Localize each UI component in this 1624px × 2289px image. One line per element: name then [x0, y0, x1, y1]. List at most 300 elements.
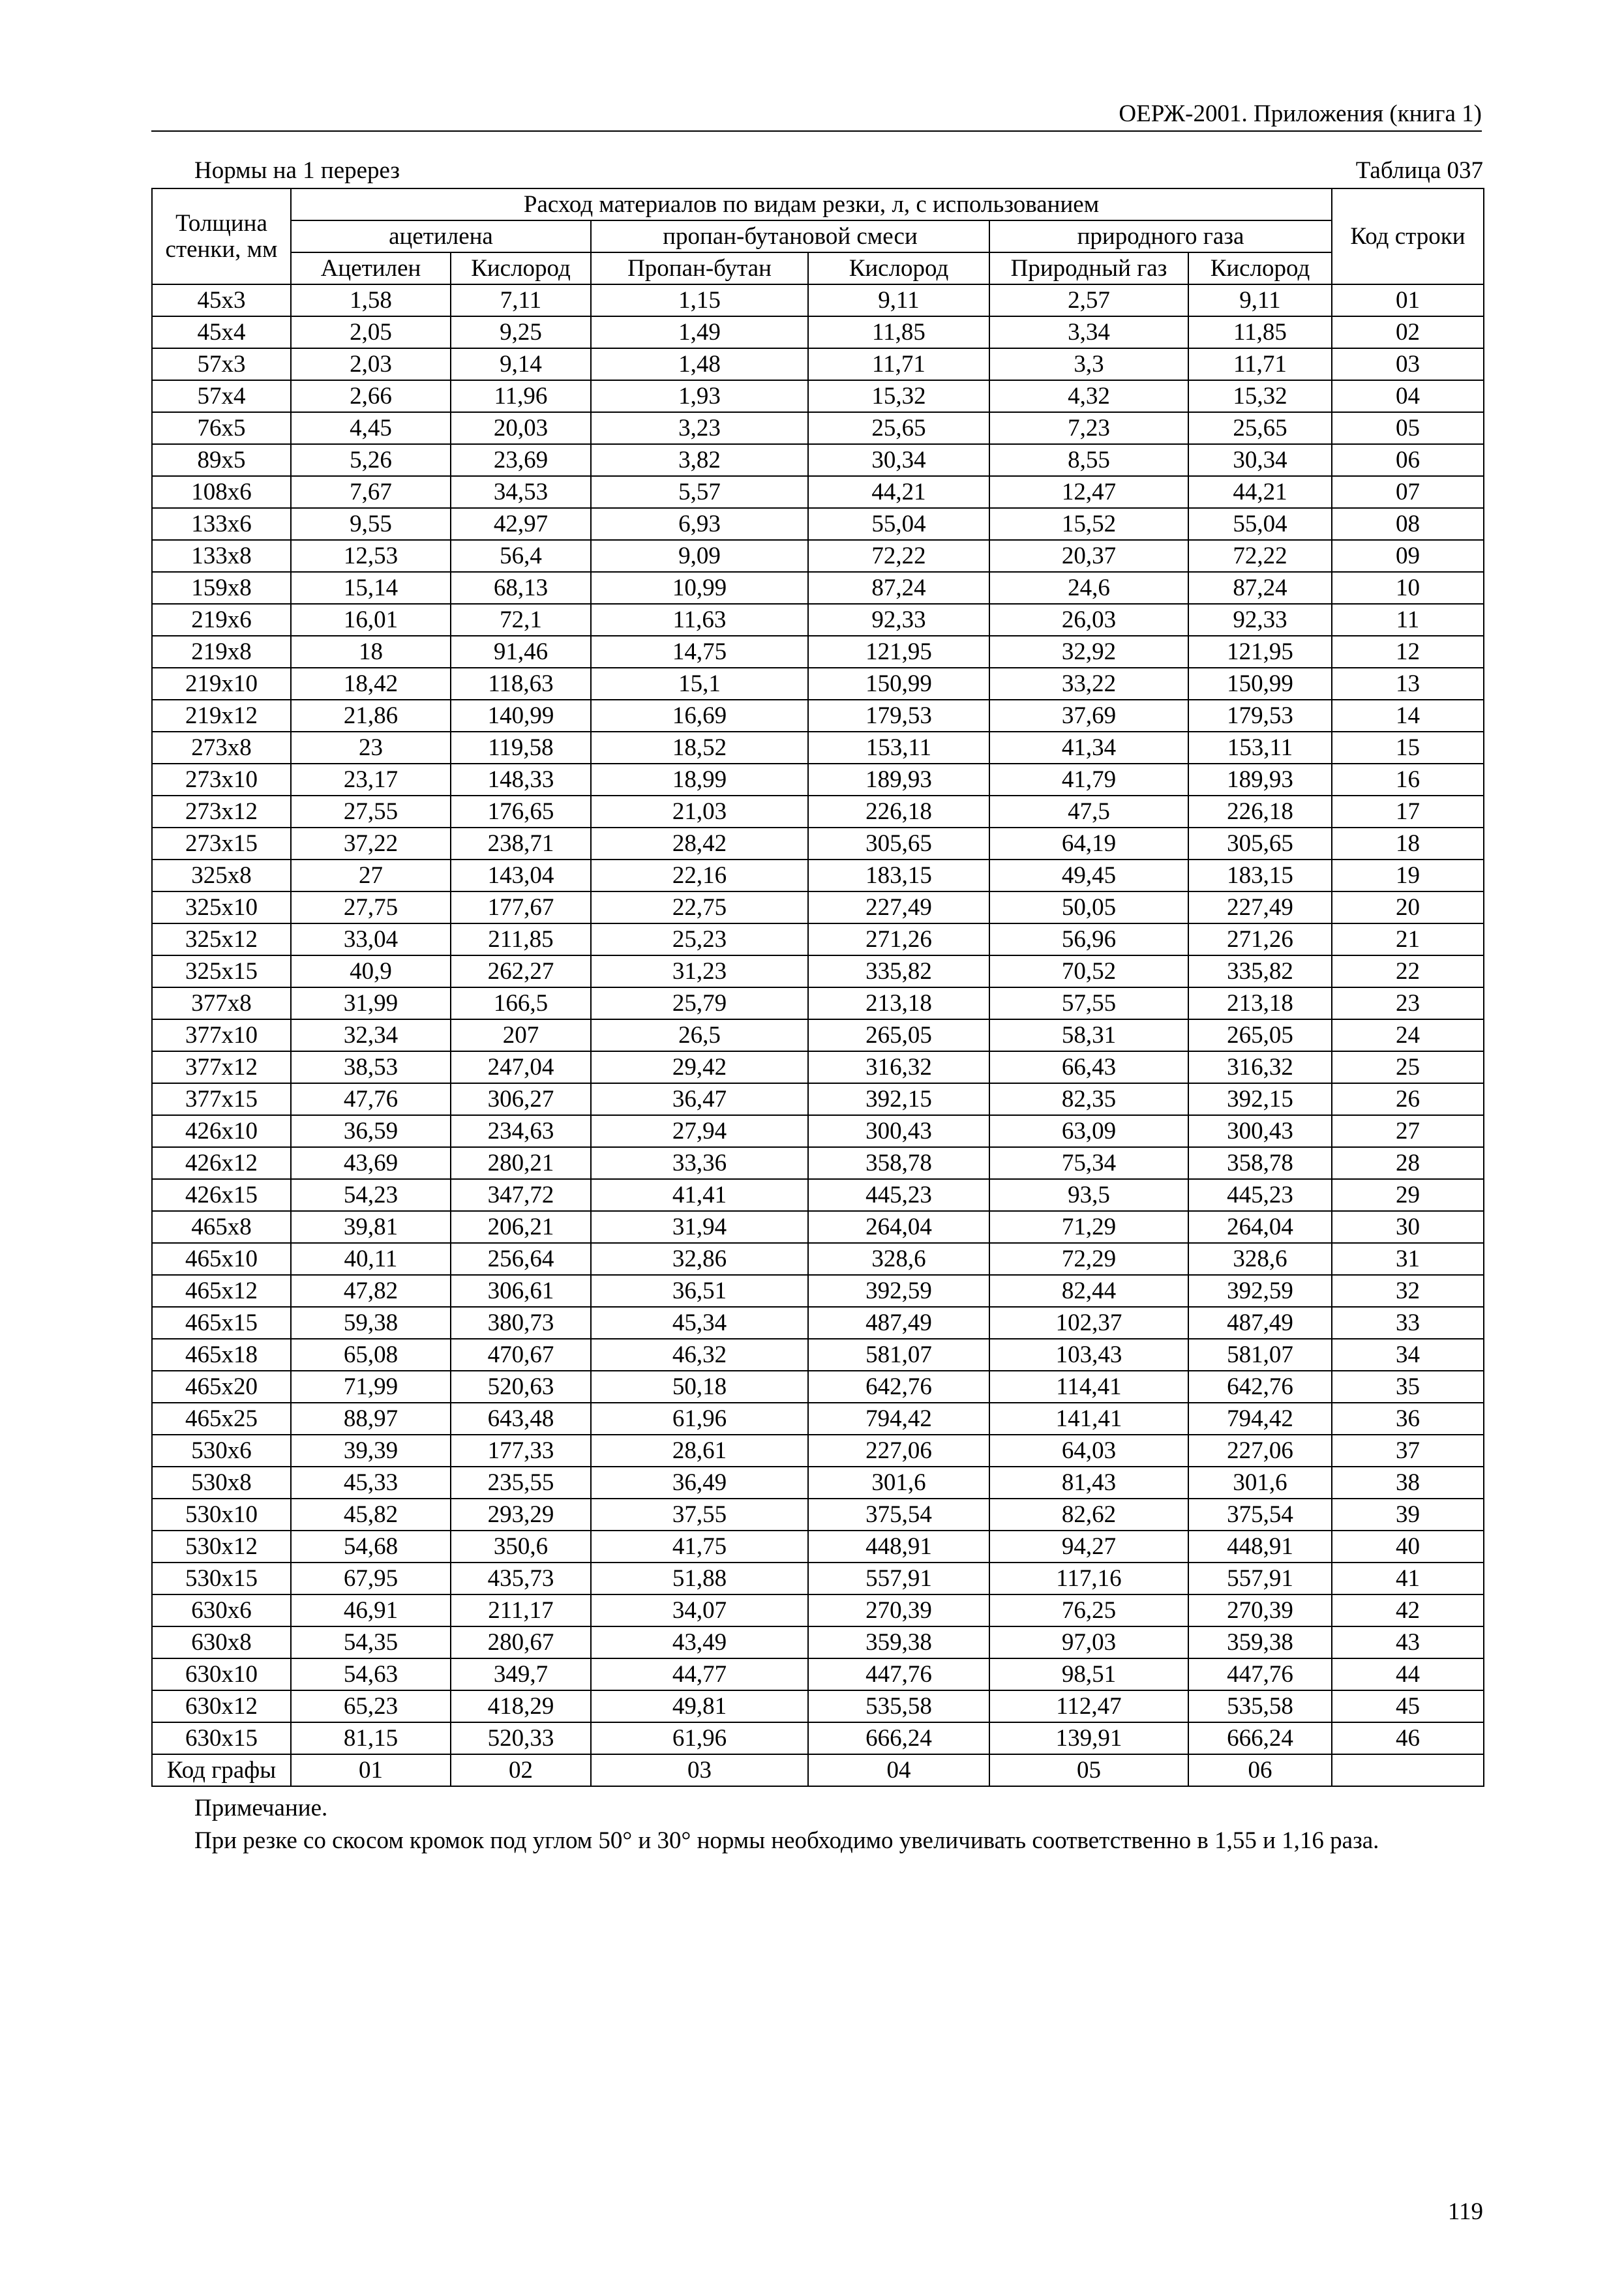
table-cell: 445,23	[1188, 1179, 1332, 1211]
thickness-header: Толщина стенки, мм	[152, 188, 291, 284]
table-row	[152, 572, 1484, 604]
table-cell: 26	[1332, 1083, 1484, 1115]
running-header: ОЕРЖ-2001. Приложения (книга 1)	[151, 98, 1482, 132]
table-row	[152, 1626, 1484, 1658]
table-cell: 271,26	[808, 923, 989, 955]
table-row	[152, 508, 1484, 540]
table-row	[152, 348, 1484, 380]
table-cell: 25,79	[591, 987, 808, 1019]
table-cell: 24,6	[989, 572, 1188, 604]
subcol-header: Кислород	[1188, 252, 1332, 284]
table-cell: 59,38	[291, 1307, 451, 1339]
table-cell: 630x15	[152, 1722, 291, 1754]
table-cell: 177,67	[451, 891, 591, 923]
table-row	[152, 1371, 1484, 1403]
table-cell: 465x8	[152, 1211, 291, 1243]
table-cell: 39,81	[291, 1211, 451, 1243]
table-cell: 55,04	[808, 508, 989, 540]
table-row	[152, 1307, 1484, 1339]
table-cell: 76,25	[989, 1594, 1188, 1626]
table-cell: 31	[1332, 1243, 1484, 1275]
table-row	[152, 1658, 1484, 1690]
table-cell: 108x6	[152, 476, 291, 508]
table-cell: 29	[1332, 1179, 1484, 1211]
table-cell: 36	[1332, 1403, 1484, 1435]
table-cell: 20	[1332, 891, 1484, 923]
table-cell: 392,15	[1188, 1083, 1332, 1115]
table-cell: 227,49	[808, 891, 989, 923]
table-cell: 358,78	[808, 1147, 989, 1179]
table-cell: 121,95	[808, 636, 989, 668]
table-cell: 42	[1332, 1594, 1484, 1626]
table-cell: 335,82	[1188, 955, 1332, 987]
table-cell: 114,41	[989, 1371, 1188, 1403]
table-cell: 72,22	[808, 540, 989, 572]
table-cell: 15,14	[291, 572, 451, 604]
table-cell: 418,29	[451, 1690, 591, 1722]
table-cell: 227,49	[1188, 891, 1332, 923]
table-cell: 65,08	[291, 1339, 451, 1371]
table-cell: 377x10	[152, 1019, 291, 1051]
table-cell: 189,93	[1188, 764, 1332, 796]
table-cell: 40,9	[291, 955, 451, 987]
subcol-header: Пропан-бутан	[591, 252, 808, 284]
table-cell: 264,04	[1188, 1211, 1332, 1243]
table-cell: 121,95	[1188, 636, 1332, 668]
table-cell: 166,5	[451, 987, 591, 1019]
group-header-acetylene: ацетилена	[291, 220, 591, 252]
table-cell: 262,27	[451, 955, 591, 987]
table-cell: 49,45	[989, 860, 1188, 891]
table-cell: 8,55	[989, 444, 1188, 476]
table-cell: 9,11	[808, 284, 989, 316]
table-cell: 435,73	[451, 1563, 591, 1594]
table-cell: 12,47	[989, 476, 1188, 508]
table-cell: 465x10	[152, 1243, 291, 1275]
table-cell: 18	[291, 636, 451, 668]
table-cell: 32,34	[291, 1019, 451, 1051]
table-cell: 16,69	[591, 700, 808, 732]
table-cell: 02	[1332, 316, 1484, 348]
page-number: 119	[1447, 2198, 1483, 2225]
table-cell: 41	[1332, 1563, 1484, 1594]
table-cell: 31,23	[591, 955, 808, 987]
table-row	[152, 923, 1484, 955]
table-cell: 14	[1332, 700, 1484, 732]
table-cell: 2,05	[291, 316, 451, 348]
table-cell: 377x15	[152, 1083, 291, 1115]
table-row	[152, 1722, 1484, 1754]
table-cell: 23,69	[451, 444, 591, 476]
table-cell: 56,96	[989, 923, 1188, 955]
table-row	[152, 1051, 1484, 1083]
table-cell: 305,65	[808, 828, 989, 860]
table-cell: 349,7	[451, 1658, 591, 1690]
table-cell: 47,82	[291, 1275, 451, 1307]
table-cell	[1332, 1754, 1484, 1786]
table-cell: 31,99	[291, 987, 451, 1019]
table-cell: 179,53	[1188, 700, 1332, 732]
table-row	[152, 316, 1484, 348]
table-cell: 9,14	[451, 348, 591, 380]
table-cell: 3,3	[989, 348, 1188, 380]
table-cell: 141,41	[989, 1403, 1188, 1435]
table-cell: 300,43	[808, 1115, 989, 1147]
group-header-natural-gas: природного газа	[989, 220, 1332, 252]
table-cell: 530x8	[152, 1467, 291, 1499]
table-cell: 465x20	[152, 1371, 291, 1403]
table-cell: 15	[1332, 732, 1484, 764]
table-cell: 38	[1332, 1467, 1484, 1499]
table-cell: 325x12	[152, 923, 291, 955]
table-cell: 11,85	[1188, 316, 1332, 348]
table-cell: 118,63	[451, 668, 591, 700]
table-cell: 45	[1332, 1690, 1484, 1722]
table-cell: 3,34	[989, 316, 1188, 348]
table-cell: 448,91	[1188, 1531, 1332, 1563]
table-cell: 12,53	[291, 540, 451, 572]
table-cell: 50,18	[591, 1371, 808, 1403]
table-cell: 150,99	[808, 668, 989, 700]
table-cell: 301,6	[808, 1467, 989, 1499]
table-cell: 189,93	[808, 764, 989, 796]
table-row	[152, 476, 1484, 508]
table-cell: 58,31	[989, 1019, 1188, 1051]
table-cell: 72,1	[451, 604, 591, 636]
footer-row	[152, 1754, 1484, 1786]
table-cell: 535,58	[1188, 1690, 1332, 1722]
table-cell: 530x10	[152, 1499, 291, 1531]
table-cell: 335,82	[808, 955, 989, 987]
table-cell: 666,24	[1188, 1722, 1332, 1754]
table-cell: 18	[1332, 828, 1484, 860]
table-cell: 642,76	[808, 1371, 989, 1403]
table-cell: 219x6	[152, 604, 291, 636]
table-cell: 23	[1332, 987, 1484, 1019]
table-cell: 54,23	[291, 1179, 451, 1211]
table-cell: 49,81	[591, 1690, 808, 1722]
table-cell: 23	[291, 732, 451, 764]
table-cell: 1,15	[591, 284, 808, 316]
table-cell: 63,09	[989, 1115, 1188, 1147]
table-row	[152, 668, 1484, 700]
table-cell: 20,03	[451, 412, 591, 444]
table-cell: 30	[1332, 1211, 1484, 1243]
table-cell: 47,76	[291, 1083, 451, 1115]
table-cell: 89x5	[152, 444, 291, 476]
table-cell: 177,33	[451, 1435, 591, 1467]
table-cell: 20,37	[989, 540, 1188, 572]
table-cell: 27,94	[591, 1115, 808, 1147]
table-cell: 81,15	[291, 1722, 451, 1754]
table-row	[152, 380, 1484, 412]
table-cell: 34,53	[451, 476, 591, 508]
table-cell: 316,32	[808, 1051, 989, 1083]
table-cell: 630x8	[152, 1626, 291, 1658]
table-cell: 21	[1332, 923, 1484, 955]
table-cell: 34,07	[591, 1594, 808, 1626]
table-cell: 11,71	[1188, 348, 1332, 380]
table-cell: 68,13	[451, 572, 591, 604]
table-cell: 238,71	[451, 828, 591, 860]
table-cell: 630x10	[152, 1658, 291, 1690]
table-cell: 06	[1188, 1754, 1332, 1786]
caption-title: Нормы на 1 перерез	[194, 157, 400, 184]
table-cell: 325x8	[152, 860, 291, 891]
table-cell: 72,29	[989, 1243, 1188, 1275]
table-cell: 280,67	[451, 1626, 591, 1658]
table-cell: 30,34	[1188, 444, 1332, 476]
table-cell: 426x12	[152, 1147, 291, 1179]
table-cell: 359,38	[808, 1626, 989, 1658]
table-cell: 377x12	[152, 1051, 291, 1083]
table-cell: 6,93	[591, 508, 808, 540]
table-cell: 273x12	[152, 796, 291, 828]
table-cell: 557,91	[808, 1563, 989, 1594]
table-cell: 211,17	[451, 1594, 591, 1626]
table-cell: 56,4	[451, 540, 591, 572]
table-cell: 34	[1332, 1339, 1484, 1371]
table-cell: 305,65	[1188, 828, 1332, 860]
table-row	[152, 1435, 1484, 1467]
table-cell: 37,55	[591, 1499, 808, 1531]
table-cell: 01	[1332, 284, 1484, 316]
table-cell: 102,37	[989, 1307, 1188, 1339]
table-cell: 33,36	[591, 1147, 808, 1179]
table-cell: 01	[291, 1754, 451, 1786]
table-cell: 22,75	[591, 891, 808, 923]
table-row	[152, 700, 1484, 732]
table-row	[152, 604, 1484, 636]
table-cell: 487,49	[808, 1307, 989, 1339]
table-cell: 92,33	[808, 604, 989, 636]
table-cell: 148,33	[451, 764, 591, 796]
table-cell: 347,72	[451, 1179, 591, 1211]
table-cell: 183,15	[808, 860, 989, 891]
table-cell: 21,86	[291, 700, 451, 732]
table-cell: 328,6	[808, 1243, 989, 1275]
table-cell: 45x3	[152, 284, 291, 316]
table-cell: 211,85	[451, 923, 591, 955]
table-cell: 206,21	[451, 1211, 591, 1243]
table-cell: 45,33	[291, 1467, 451, 1499]
table-cell: 75,34	[989, 1147, 1188, 1179]
table-cell: 103,43	[989, 1339, 1188, 1371]
table-cell: 270,39	[1188, 1594, 1332, 1626]
table-cell: 630x6	[152, 1594, 291, 1626]
table-cell: 3,23	[591, 412, 808, 444]
table-cell: 41,75	[591, 1531, 808, 1563]
table-cell: 76x5	[152, 412, 291, 444]
table-cell: 350,6	[451, 1531, 591, 1563]
header-row-2	[152, 220, 1484, 252]
table-cell: 51,88	[591, 1563, 808, 1594]
note-block	[155, 1792, 1483, 1857]
table-cell: 150,99	[1188, 668, 1332, 700]
subcol-header: Кислород	[808, 252, 989, 284]
table-cell: 67,95	[291, 1563, 451, 1594]
table-cell: 581,07	[1188, 1339, 1332, 1371]
table-cell: 13	[1332, 668, 1484, 700]
table-cell: 219x12	[152, 700, 291, 732]
table-row	[152, 891, 1484, 923]
table-row	[152, 636, 1484, 668]
table-cell: 448,91	[808, 1531, 989, 1563]
table-cell: 36,49	[591, 1467, 808, 1499]
table-cell: 530x12	[152, 1531, 291, 1563]
subcol-header: Ацетилен	[291, 252, 451, 284]
table-cell: 45,82	[291, 1499, 451, 1531]
table-cell: 30,34	[808, 444, 989, 476]
table-row	[152, 732, 1484, 764]
table-cell: 487,49	[1188, 1307, 1332, 1339]
table-cell: 33,04	[291, 923, 451, 955]
table-cell: 530x6	[152, 1435, 291, 1467]
table-cell: 45,34	[591, 1307, 808, 1339]
table-cell: 19	[1332, 860, 1484, 891]
table-cell: 64,19	[989, 828, 1188, 860]
table-cell: Код графы	[152, 1754, 291, 1786]
table-cell: 44	[1332, 1658, 1484, 1690]
table-cell: 227,06	[808, 1435, 989, 1467]
table-cell: 133x8	[152, 540, 291, 572]
table-cell: 9,11	[1188, 284, 1332, 316]
table-cell: 235,55	[451, 1467, 591, 1499]
table-cell: 117,16	[989, 1563, 1188, 1594]
table-cell: 36,47	[591, 1083, 808, 1115]
table-cell: 392,15	[808, 1083, 989, 1115]
table-row	[152, 1467, 1484, 1499]
table-row	[152, 1403, 1484, 1435]
table-row	[152, 1147, 1484, 1179]
table-cell: 37,69	[989, 700, 1188, 732]
table-cell: 139,91	[989, 1722, 1188, 1754]
table-cell: 465x25	[152, 1403, 291, 1435]
table-cell: 426x15	[152, 1179, 291, 1211]
table-cell: 27	[291, 860, 451, 891]
table-cell: 11,71	[808, 348, 989, 380]
table-cell: 28,42	[591, 828, 808, 860]
table-cell: 32	[1332, 1275, 1484, 1307]
table-row	[152, 860, 1484, 891]
table-cell: 25,65	[1188, 412, 1332, 444]
table-cell: 18,99	[591, 764, 808, 796]
table-cell: 41,34	[989, 732, 1188, 764]
table-cell: 25,23	[591, 923, 808, 955]
table-cell: 133x6	[152, 508, 291, 540]
table-cell: 97,03	[989, 1626, 1188, 1658]
table-cell: 44,21	[1188, 476, 1332, 508]
table-cell: 581,07	[808, 1339, 989, 1371]
table-cell: 91,46	[451, 636, 591, 668]
table-cell: 666,24	[808, 1722, 989, 1754]
table-cell: 15,52	[989, 508, 1188, 540]
table-cell: 44,77	[591, 1658, 808, 1690]
table-cell: 9,25	[451, 316, 591, 348]
table-cell: 23,17	[291, 764, 451, 796]
table-cell: 316,32	[1188, 1051, 1332, 1083]
table-cell: 325x10	[152, 891, 291, 923]
table-cell: 392,59	[808, 1275, 989, 1307]
table-cell: 4,32	[989, 380, 1188, 412]
table-cell: 153,11	[808, 732, 989, 764]
table-cell: 2,66	[291, 380, 451, 412]
table-row	[152, 1594, 1484, 1626]
table-cell: 71,99	[291, 1371, 451, 1403]
table-cell: 41,41	[591, 1179, 808, 1211]
table-cell: 465x12	[152, 1275, 291, 1307]
table-cell: 22	[1332, 955, 1484, 987]
table-cell: 183,15	[1188, 860, 1332, 891]
table-cell: 64,03	[989, 1435, 1188, 1467]
table-cell: 794,42	[808, 1403, 989, 1435]
table-cell: 55,04	[1188, 508, 1332, 540]
consumption-header: Расход материалов по видам резки, л, с использованием	[291, 188, 1332, 220]
table-cell: 33	[1332, 1307, 1484, 1339]
group-header-propane: пропан-бутановой смеси	[591, 220, 989, 252]
table-cell: 72,22	[1188, 540, 1332, 572]
table-cell: 09	[1332, 540, 1484, 572]
table-cell: 39	[1332, 1499, 1484, 1531]
table-cell: 375,54	[808, 1499, 989, 1531]
table-row	[152, 1179, 1484, 1211]
table-cell: 93,5	[989, 1179, 1188, 1211]
table-cell: 630x12	[152, 1690, 291, 1722]
table-cell: 226,18	[1188, 796, 1332, 828]
table-cell: 03	[1332, 348, 1484, 380]
table-cell: 256,64	[451, 1243, 591, 1275]
table-cell: 5,57	[591, 476, 808, 508]
table-cell: 12	[1332, 636, 1484, 668]
table-cell: 43	[1332, 1626, 1484, 1658]
table-cell: 227,06	[1188, 1435, 1332, 1467]
table-cell: 9,55	[291, 508, 451, 540]
table-cell: 265,05	[808, 1019, 989, 1051]
table-cell: 153,11	[1188, 732, 1332, 764]
table-cell: 392,59	[1188, 1275, 1332, 1307]
table-cell: 306,61	[451, 1275, 591, 1307]
table-cell: 301,6	[1188, 1467, 1332, 1499]
table-cell: 47,5	[989, 796, 1188, 828]
table-cell: 54,68	[291, 1531, 451, 1563]
table-cell: 9,09	[591, 540, 808, 572]
table-cell: 325x15	[152, 955, 291, 987]
table-cell: 2,03	[291, 348, 451, 380]
table-cell: 08	[1332, 508, 1484, 540]
table-cell: 15,32	[808, 380, 989, 412]
table-cell: 28	[1332, 1147, 1484, 1179]
table-cell: 70,52	[989, 955, 1188, 987]
table-cell: 81,43	[989, 1467, 1188, 1499]
table-cell: 16,01	[291, 604, 451, 636]
table-cell: 265,05	[1188, 1019, 1332, 1051]
table-cell: 39,39	[291, 1435, 451, 1467]
table-cell: 18,52	[591, 732, 808, 764]
table-cell: 22,16	[591, 860, 808, 891]
table-cell: 26,5	[591, 1019, 808, 1051]
table-row	[152, 1115, 1484, 1147]
table-row	[152, 1690, 1484, 1722]
table-cell: 82,62	[989, 1499, 1188, 1531]
table-cell: 306,27	[451, 1083, 591, 1115]
table-cell: 32,92	[989, 636, 1188, 668]
table-row	[152, 284, 1484, 316]
note-text: При резке со скосом кромок под углом 50° и 30° нормы необходимо увеличивать соответственно в 1,55 и 1,16 раза.	[194, 1827, 1379, 1854]
table-cell: 27	[1332, 1115, 1484, 1147]
table-cell: 16	[1332, 764, 1484, 796]
table-cell: 280,21	[451, 1147, 591, 1179]
table-cell: 15,1	[591, 668, 808, 700]
